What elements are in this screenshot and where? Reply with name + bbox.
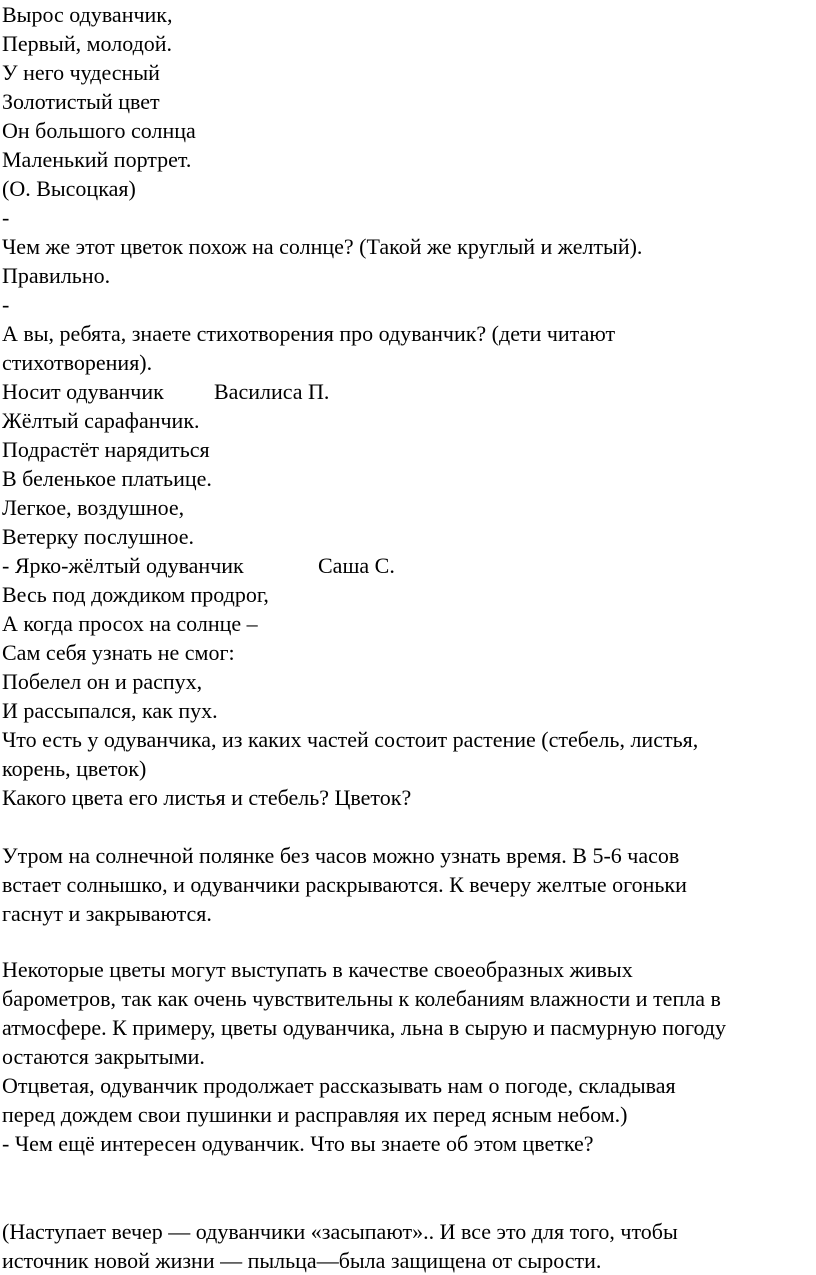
- poem-line: Маленький портрет.: [2, 147, 192, 172]
- reciter-name: Василиса П.: [214, 379, 330, 404]
- poem-line: Носит одуванчик: [2, 379, 164, 404]
- paragraph-evening: [2, 1217, 814, 1275]
- poem-author: (О. Высоцкая): [2, 176, 136, 201]
- dash-marker: -: [2, 292, 10, 317]
- poem-line: Сам себя узнать не смог:: [2, 640, 235, 665]
- poem-line: - Ярко-жёлтый одуванчик: [2, 553, 244, 578]
- poem-line: У него чудесный: [2, 60, 160, 85]
- text-line: Отцветая, одуванчик продолжает рассказывать нам о погоде, складывая: [2, 1073, 676, 1098]
- document-page: [2, 0, 814, 1275]
- poem-first-line: [2, 377, 814, 406]
- poem-first-line: [2, 551, 814, 580]
- poem-line: Подрастёт нарядиться: [2, 437, 210, 462]
- poem-line: Жёлтый сарафанчик.: [2, 408, 200, 433]
- poem-line: Вырос одуванчик,: [2, 2, 173, 27]
- text-line: барометров, так как очень чувствительны к колебаниям влажности и тепла в: [2, 986, 721, 1011]
- poem-line: И рассыпался, как пух.: [2, 698, 218, 723]
- question-plant-parts: [2, 725, 814, 783]
- reciter-name: Саша С.: [318, 553, 395, 578]
- poem-line: В беленькое платьице.: [2, 466, 212, 491]
- text-line: гаснут и закрываются.: [2, 901, 212, 926]
- poem-line: Он большого солнца: [2, 118, 196, 143]
- text-line: корень, цветок): [2, 756, 147, 781]
- text-line: Что есть у одуванчика, из каких частей состоит растение (стебель, листья,: [2, 727, 699, 752]
- question-interesting: - Чем ещё интересен одуванчик. Что вы знаете об этом цветке?: [2, 1131, 594, 1156]
- text-line: перед дождем свои пушинки и расправляя их перед ясным небом.): [2, 1102, 628, 1127]
- poem-line: Ветерку послушное.: [2, 524, 195, 549]
- paragraph-morning: [2, 841, 814, 928]
- text-line: А вы, ребята, знаете стихотворения про одуванчик? (дети читают: [2, 321, 616, 346]
- text-line: стихотворения).: [2, 350, 153, 375]
- poem-vasilisa: [2, 377, 814, 551]
- text-line: источник новой жизни — пыльца—была защищена от сырости.: [2, 1248, 602, 1273]
- paragraph-barometer: [2, 955, 814, 1071]
- question-colors: Какого цвета его листья и стебель? Цветок?: [2, 785, 412, 810]
- poem-line: Весь под дождиком продрог,: [2, 582, 269, 607]
- dash-marker: -: [2, 205, 10, 230]
- text-line: встает солнышко, и одуванчики раскрываются. К вечеру желтые огоньки: [2, 872, 687, 897]
- text-line: Утром на солнечной полянке без часов можно узнать время. В 5-6 часов: [2, 843, 680, 868]
- text-line: атмосфере. К примеру, цветы одуванчика, льна в сырую и пасмурную погоду: [2, 1015, 727, 1040]
- paragraph-weather: [2, 1071, 814, 1129]
- question-poems: [2, 319, 814, 377]
- question-sun-similarity: Чем же этот цветок похож на солнце? (Такой же круглый и желтый).: [2, 234, 643, 259]
- poem-line: Легкое, воздушное,: [2, 495, 185, 520]
- text-line: (Наступает вечер — одуванчики «засыпают».. И все это для того, чтобы: [2, 1219, 678, 1244]
- poem-sasha: [2, 551, 814, 725]
- poem-line: Первый, молодой.: [2, 31, 173, 56]
- poem-line: Золотистый цвет: [2, 89, 160, 114]
- answer-correct: Правильно.: [2, 263, 111, 288]
- poem-line: А когда просох на солнце –: [2, 611, 258, 636]
- poem-line: Побелел он и распух,: [2, 669, 203, 694]
- text-line: Некоторые цветы могут выступать в качестве своеобразных живых: [2, 957, 633, 982]
- poem-dandelion-vysotskaya: [2, 0, 814, 203]
- text-line: остаются закрытыми.: [2, 1044, 205, 1069]
